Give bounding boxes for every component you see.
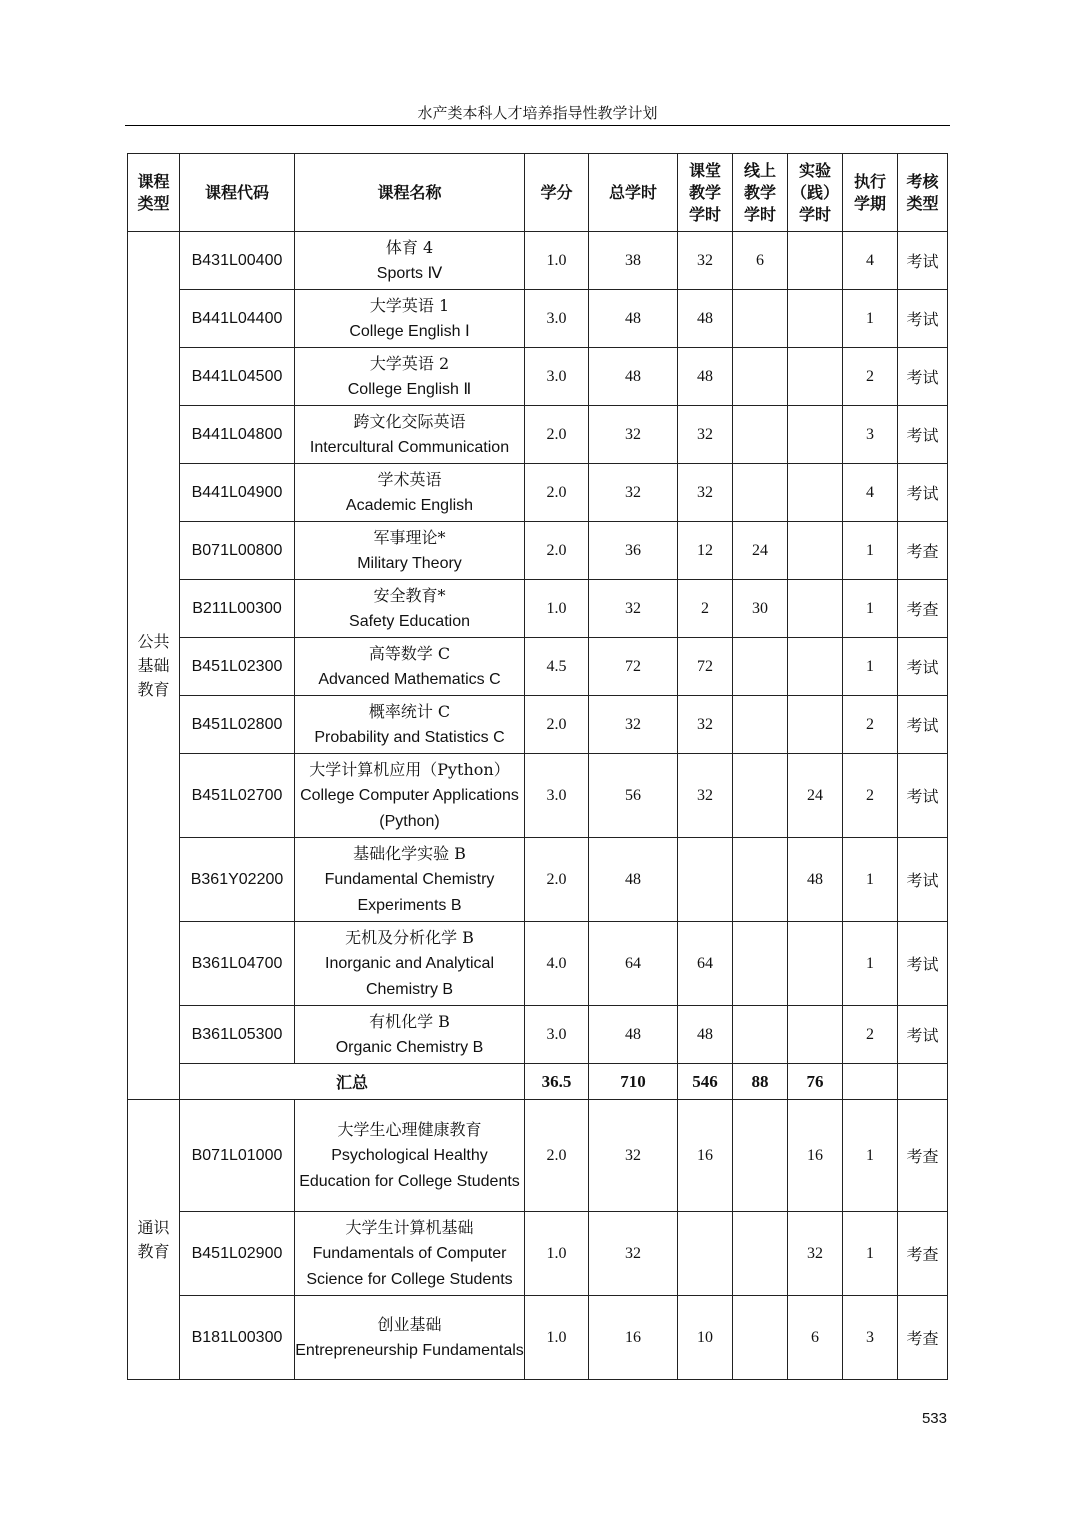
col-header-course-type: 课程 类型	[128, 154, 180, 232]
cell-lab: 6	[788, 1296, 843, 1380]
cell-lab	[788, 638, 843, 696]
col-header-credits: 学分	[525, 154, 589, 232]
group-label-line: 基础	[137, 655, 170, 675]
table-row	[128, 1006, 948, 1064]
cell-semester: 2	[843, 696, 898, 754]
course-name-en: Military Theory	[357, 554, 462, 572]
cell-online	[733, 1296, 788, 1380]
cell-exam-type: 考试	[898, 696, 948, 754]
cell-lab	[788, 406, 843, 464]
course-name-en: Fundamentals of Computer Science for College Students	[306, 1244, 513, 1288]
cell-semester: 2	[843, 348, 898, 406]
course-name	[295, 754, 525, 838]
cell-semester: 4	[843, 464, 898, 522]
col-header-course-name: 课程名称	[295, 154, 525, 232]
course-name-zh: 大学生计算机基础	[345, 1217, 474, 1237]
course-name-en: Advanced Mathematics C	[318, 670, 501, 688]
cell-credits: 3.0	[525, 1006, 589, 1064]
cell-exam-type: 考查	[898, 580, 948, 638]
header-row	[128, 154, 948, 232]
table-row	[128, 922, 948, 1006]
cell-online	[733, 638, 788, 696]
cell-semester: 2	[843, 1006, 898, 1064]
cell-class: 32	[678, 232, 733, 290]
course-name-zh: 安全教育*	[373, 585, 446, 605]
group-label-line: 通识	[137, 1217, 170, 1237]
cell-class	[678, 838, 733, 922]
summary-online: 88	[733, 1064, 788, 1100]
cell-exam-type: 考试	[898, 464, 948, 522]
curriculum-table	[127, 153, 948, 1380]
course-code: B441L04800	[180, 406, 295, 464]
cell-lab	[788, 348, 843, 406]
cell-total: 36	[589, 522, 678, 580]
cell-semester: 1	[843, 290, 898, 348]
page-header-title: 水产类本科人才培养指导性教学计划	[417, 104, 658, 122]
course-name-en: Intercultural Communication	[309, 438, 510, 456]
col-header-course-code: 课程代码	[180, 154, 295, 232]
cell-online	[733, 1006, 788, 1064]
cell-class: 48	[678, 290, 733, 348]
course-code: B451L02800	[180, 696, 295, 754]
cell-total: 64	[589, 922, 678, 1006]
course-code: B361L04700	[180, 922, 295, 1006]
cell-lab	[788, 922, 843, 1006]
course-name-en: College English Ⅱ	[347, 380, 472, 398]
summary-lab: 76	[788, 1064, 843, 1100]
cell-class: 72	[678, 638, 733, 696]
course-code: B431L00400	[180, 232, 295, 290]
table-row	[128, 290, 948, 348]
cell-class: 64	[678, 922, 733, 1006]
cell-class: 10	[678, 1296, 733, 1380]
cell-lab: 48	[788, 838, 843, 922]
course-name-zh: 基础化学实验 B	[353, 843, 466, 863]
course-code: B361Y02200	[180, 838, 295, 922]
course-code: B361L05300	[180, 1006, 295, 1064]
col-header-class-hours: 课堂 教学 学时	[678, 154, 733, 232]
table-row	[128, 406, 948, 464]
cell-exam-type: 考查	[898, 1100, 948, 1212]
cell-exam-type: 考试	[898, 922, 948, 1006]
cell-online	[733, 406, 788, 464]
cell-credits: 2.0	[525, 464, 589, 522]
cell-lab	[788, 1006, 843, 1064]
cell-credits: 3.0	[525, 754, 589, 838]
cell-exam-type: 考试	[898, 406, 948, 464]
page-number: 533	[921, 1410, 947, 1427]
summary-blank	[843, 1064, 898, 1100]
cell-total: 48	[589, 348, 678, 406]
cell-online	[733, 922, 788, 1006]
cell-semester: 3	[843, 1296, 898, 1380]
cell-class: 2	[678, 580, 733, 638]
course-name-en: Academic English	[345, 496, 474, 514]
cell-online	[733, 838, 788, 922]
course-name-zh: 创业基础	[377, 1314, 442, 1334]
course-name	[295, 290, 525, 348]
col-header-lab-hours: 实验 （践） 学时	[788, 154, 843, 232]
col-header-online-hours: 线上 教学 学时	[733, 154, 788, 232]
cell-class: 12	[678, 522, 733, 580]
course-code: B451L02900	[180, 1212, 295, 1296]
col-header-semester: 执行 学期	[843, 154, 898, 232]
table-row	[128, 1296, 948, 1380]
cell-semester: 1	[843, 1212, 898, 1296]
summary-credits: 36.5	[525, 1064, 589, 1100]
course-code: B181L00300	[180, 1296, 295, 1380]
cell-exam-type: 考试	[898, 838, 948, 922]
cell-semester: 3	[843, 406, 898, 464]
course-name-en: Organic Chemistry B	[335, 1038, 484, 1056]
course-name-zh: 大学生心理健康教育	[337, 1119, 482, 1139]
cell-class: 16	[678, 1100, 733, 1212]
cell-credits: 4.0	[525, 922, 589, 1006]
summary-class: 546	[678, 1064, 733, 1100]
cell-total: 72	[589, 638, 678, 696]
col-header-exam-type: 考核 类型	[898, 154, 948, 232]
course-name-en: Inorganic and Analytical Chemistry B	[325, 954, 494, 998]
cell-semester: 1	[843, 922, 898, 1006]
cell-total: 48	[589, 1006, 678, 1064]
cell-class: 32	[678, 696, 733, 754]
course-code: B441L04900	[180, 464, 295, 522]
cell-total: 32	[589, 406, 678, 464]
cell-online	[733, 696, 788, 754]
cell-online: 6	[733, 232, 788, 290]
cell-exam-type: 考试	[898, 754, 948, 838]
cell-total: 32	[589, 1100, 678, 1212]
table-row	[128, 1212, 948, 1296]
cell-credits: 2.0	[525, 838, 589, 922]
cell-semester: 1	[843, 522, 898, 580]
cell-lab	[788, 290, 843, 348]
cell-semester: 1	[843, 1100, 898, 1212]
course-code: B441L04500	[180, 348, 295, 406]
table-row	[128, 522, 948, 580]
cell-class: 32	[678, 464, 733, 522]
cell-exam-type: 考试	[898, 290, 948, 348]
course-name-en: Psychological Healthy Education for College Students	[299, 1146, 520, 1190]
cell-lab	[788, 232, 843, 290]
cell-total: 48	[589, 290, 678, 348]
cell-class: 32	[678, 754, 733, 838]
course-name-zh: 大学英语 2	[369, 353, 450, 373]
cell-credits: 1.0	[525, 232, 589, 290]
cell-online	[733, 1212, 788, 1296]
course-name-zh: 军事理论*	[373, 527, 446, 547]
cell-total: 32	[589, 464, 678, 522]
group-label-line: 教育	[137, 679, 170, 699]
course-name-en: College Computer Applications (Python)	[300, 786, 519, 830]
cell-credits: 1.0	[525, 1296, 589, 1380]
cell-credits: 2.0	[525, 406, 589, 464]
course-name-zh: 大学计算机应用（Python）	[309, 759, 510, 779]
cell-credits: 4.5	[525, 638, 589, 696]
course-name	[295, 232, 525, 290]
table-row	[128, 232, 948, 290]
cell-credits: 2.0	[525, 522, 589, 580]
course-name	[295, 696, 525, 754]
course-name	[295, 1006, 525, 1064]
cell-lab: 24	[788, 754, 843, 838]
course-name	[295, 1296, 525, 1380]
cell-lab	[788, 464, 843, 522]
course-name	[295, 1100, 525, 1212]
cell-credits: 2.0	[525, 1100, 589, 1212]
course-name-en: Safety Education	[349, 612, 470, 630]
cell-total: 48	[589, 838, 678, 922]
cell-online	[733, 1100, 788, 1212]
course-name-en: College English Ⅰ	[349, 322, 470, 340]
group-label	[128, 232, 180, 1100]
group-label-line: 教育	[137, 1241, 170, 1261]
course-name-en: Fundamental Chemistry Experiments B	[324, 870, 495, 914]
header-rule	[125, 125, 950, 126]
course-name	[295, 638, 525, 696]
cell-online: 30	[733, 580, 788, 638]
course-name-zh: 有机化学 B	[369, 1011, 450, 1031]
cell-credits: 1.0	[525, 1212, 589, 1296]
course-name-en: Sports Ⅳ	[376, 264, 443, 282]
summary-total: 710	[589, 1064, 678, 1100]
table-row	[128, 754, 948, 838]
course-name-zh: 概率统计 C	[368, 701, 451, 721]
course-name-en: Probability and Statistics C	[314, 728, 505, 746]
cell-exam-type: 考查	[898, 1212, 948, 1296]
table-row	[128, 464, 948, 522]
course-name	[295, 922, 525, 1006]
summary-row	[128, 1064, 948, 1100]
cell-total: 56	[589, 754, 678, 838]
cell-semester: 1	[843, 580, 898, 638]
cell-exam-type: 考试	[898, 348, 948, 406]
course-name	[295, 406, 525, 464]
table-row	[128, 696, 948, 754]
course-name-zh: 跨文化交际英语	[353, 411, 466, 431]
cell-exam-type: 考试	[898, 1006, 948, 1064]
cell-credits: 1.0	[525, 580, 589, 638]
cell-semester: 1	[843, 638, 898, 696]
summary-label: 汇总	[180, 1064, 525, 1100]
course-code: B451L02300	[180, 638, 295, 696]
cell-exam-type: 考试	[898, 232, 948, 290]
cell-class: 48	[678, 1006, 733, 1064]
course-name	[295, 464, 525, 522]
course-name	[295, 838, 525, 922]
table-row	[128, 580, 948, 638]
table-row	[128, 1100, 948, 1212]
course-code: B211L00300	[180, 580, 295, 638]
course-name	[295, 522, 525, 580]
cell-online	[733, 290, 788, 348]
cell-lab: 16	[788, 1100, 843, 1212]
course-code: B451L02700	[180, 754, 295, 838]
course-name	[295, 1212, 525, 1296]
group-label	[128, 1100, 180, 1380]
course-name-en: Entrepreneurship Fundamentals	[295, 1341, 524, 1359]
table-row	[128, 348, 948, 406]
cell-lab: 32	[788, 1212, 843, 1296]
cell-total: 32	[589, 1212, 678, 1296]
cell-semester: 2	[843, 754, 898, 838]
cell-total: 16	[589, 1296, 678, 1380]
cell-online	[733, 754, 788, 838]
course-code: B071L01000	[180, 1100, 295, 1212]
col-header-total-hours: 总学时	[589, 154, 678, 232]
cell-total: 38	[589, 232, 678, 290]
course-name-zh: 大学英语 1	[369, 295, 450, 315]
table-row	[128, 838, 948, 922]
cell-online: 24	[733, 522, 788, 580]
cell-lab	[788, 696, 843, 754]
cell-online	[733, 464, 788, 522]
cell-credits: 3.0	[525, 290, 589, 348]
course-name	[295, 348, 525, 406]
table-row	[128, 638, 948, 696]
cell-total: 32	[589, 696, 678, 754]
cell-semester: 4	[843, 232, 898, 290]
course-name-zh: 学术英语	[377, 469, 442, 489]
course-name-zh: 无机及分析化学 B	[345, 927, 474, 947]
cell-credits: 3.0	[525, 348, 589, 406]
cell-exam-type: 考查	[898, 522, 948, 580]
cell-total: 32	[589, 580, 678, 638]
cell-lab	[788, 580, 843, 638]
cell-semester: 1	[843, 838, 898, 922]
cell-credits: 2.0	[525, 696, 589, 754]
cell-class: 32	[678, 406, 733, 464]
course-name	[295, 580, 525, 638]
cell-class	[678, 1212, 733, 1296]
group-label-line: 公共	[137, 631, 170, 651]
cell-exam-type: 考试	[898, 638, 948, 696]
cell-class: 48	[678, 348, 733, 406]
course-name-zh: 体育 4	[385, 237, 434, 257]
course-name-zh: 高等数学 C	[368, 643, 451, 663]
course-code: B441L04400	[180, 290, 295, 348]
course-code: B071L00800	[180, 522, 295, 580]
cell-exam-type: 考查	[898, 1296, 948, 1380]
summary-blank	[898, 1064, 948, 1100]
cell-lab	[788, 522, 843, 580]
cell-online	[733, 348, 788, 406]
